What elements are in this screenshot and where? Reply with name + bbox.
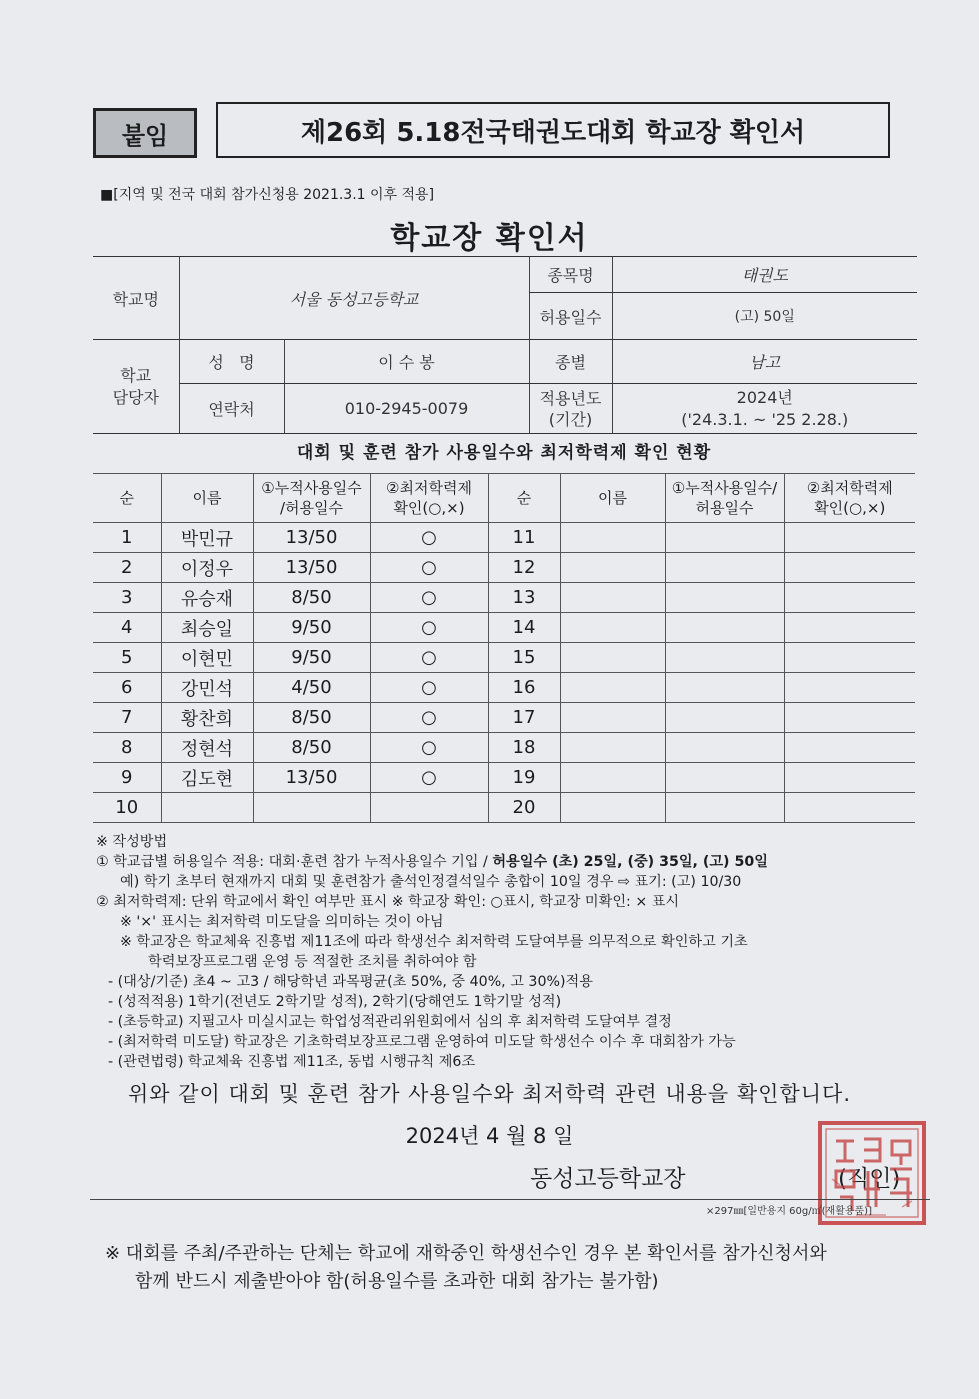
- row-check: ○: [370, 673, 488, 703]
- year-value: 2024년: [736, 387, 793, 407]
- row-name: 유승재: [161, 583, 253, 613]
- table-row: [93, 703, 915, 733]
- row-days-2: [665, 763, 784, 793]
- table-row: [93, 613, 915, 643]
- row-check: [370, 793, 488, 823]
- table-title: 대회 및 훈련 참가 사용일수와 최저학력제 확인 현황: [296, 443, 712, 463]
- row-days: 13/50: [253, 523, 370, 553]
- row-check-2: [784, 643, 915, 673]
- row-no: 7: [93, 703, 161, 733]
- row-no: 2: [93, 553, 161, 583]
- note-1b: 허용일수 (초) 25일, (중) 35일, (고) 50일: [492, 854, 768, 870]
- row-check: ○: [370, 523, 488, 553]
- header-name-2: 이름: [560, 474, 665, 523]
- row-check-2: [784, 703, 915, 733]
- table-row: [93, 643, 915, 673]
- row-name: 이정우: [161, 553, 253, 583]
- contact-value: 010-2945-0079: [284, 384, 529, 434]
- row-name: 이현민: [161, 643, 253, 673]
- row-name: 강민석: [161, 673, 253, 703]
- row-no: 9: [93, 763, 161, 793]
- row-days: 13/50: [253, 763, 370, 793]
- name-label: 성 명: [179, 340, 284, 384]
- footer-note: [105, 1240, 827, 1296]
- row-no-2: 13: [488, 583, 560, 613]
- row-check: ○: [370, 643, 488, 673]
- row-days-2: [665, 643, 784, 673]
- row-name-2: [560, 763, 665, 793]
- row-no: 10: [93, 793, 161, 823]
- category-value: 남고: [612, 340, 917, 384]
- row-days-2: [665, 703, 784, 733]
- row-check: ○: [370, 733, 488, 763]
- note-7: - (초등학교) 지필고사 미실시교는 학업성적관리위원회에서 심의 후 최저학력 도달여부 결정: [108, 1014, 672, 1030]
- period-value: ('24.3.1. ~ '25 2.28.): [681, 409, 849, 429]
- header-no: 순: [93, 474, 161, 523]
- row-no: 1: [93, 523, 161, 553]
- row-name: 정현석: [161, 733, 253, 763]
- row-no: 8: [93, 733, 161, 763]
- row-name: 박민규: [161, 523, 253, 553]
- table-row: [93, 763, 915, 793]
- row-days: 8/50: [253, 733, 370, 763]
- note-1c: 예) 학기 초부터 현재까지 대회 및 훈련참가 출석인정결석일수 총합이 10일 경우 ⇨ 표기: (고) 10/30: [120, 874, 742, 890]
- row-name: 김도현: [161, 763, 253, 793]
- row-check-2: [784, 793, 915, 823]
- footer-line-2: 함께 반드시 제출받아야 함(허용일수를 초과한 대회 참가는 불가함): [135, 1271, 659, 1292]
- note-4: ※ 학교장은 학교체육 진흥법 제11조에 따라 학생선수 최저학력 도달여부를 의무적으로 확인하고 기초: [120, 934, 748, 950]
- row-no: 6: [93, 673, 161, 703]
- note-6: - (성적적용) 1학기(전년도 2학기말 성적), 2학기(당해연도 1학기말 성적): [108, 994, 562, 1010]
- note-2: ② 최저학력제: 단위 학교에서 확인 여부만 표시 ※ 학교장 확인: ○표시, 학교장 미확인: × 표시: [96, 894, 680, 910]
- row-days: 8/50: [253, 703, 370, 733]
- row-check-2: [784, 613, 915, 643]
- row-days-2: [665, 553, 784, 583]
- note-3: ※ '×' 표시는 최저학력 미도달을 의미하는 것이 아님: [120, 914, 444, 930]
- header-no-2: 순: [488, 474, 560, 523]
- row-no: 5: [93, 643, 161, 673]
- note-1a: ① 학교급별 허용일수 적용: 대회·훈련 참가 누적사용일수 기입 /: [96, 854, 493, 870]
- table-row: [93, 553, 915, 583]
- seal-mark: (직인): [838, 1166, 901, 1192]
- header-check: ②최저학력제 확인(○,×): [370, 474, 488, 523]
- table-row: [93, 583, 915, 613]
- row-check-2: [784, 733, 915, 763]
- row-days-2: [665, 793, 784, 823]
- row-no-2: 20: [488, 793, 560, 823]
- notes-heading: ※ 작성방법: [96, 834, 168, 850]
- row-days: [253, 793, 370, 823]
- row-name-2: [560, 703, 665, 733]
- category-label: 종별: [529, 340, 612, 384]
- footer-line-1: ※ 대회를 주최/주관하는 단체는 학교에 재학중인 학생선수인 경우 본 확인서를 참가신청서와: [105, 1243, 827, 1264]
- info-table: [93, 256, 917, 434]
- confirmation-statement: 위와 같이 대회 및 훈련 참가 사용일수와 최저학력 관련 내용을 확인합니다.: [127, 1082, 851, 1106]
- row-days: 4/50: [253, 673, 370, 703]
- row-name-2: [560, 793, 665, 823]
- row-name: [161, 793, 253, 823]
- row-check-2: [784, 673, 915, 703]
- principal-name: 동성고등학교장: [530, 1166, 686, 1192]
- paper-spec: ×297㎜[일반용지 60g/㎡(재활용품)]: [706, 1206, 872, 1217]
- row-days-2: [665, 733, 784, 763]
- row-no: 4: [93, 613, 161, 643]
- document-header-title: 제26회 5.18전국태권도대회 학교장 확인서: [216, 102, 890, 158]
- table-row: [93, 733, 915, 763]
- row-check-2: [784, 763, 915, 793]
- row-name-2: [560, 613, 665, 643]
- row-check: ○: [370, 613, 488, 643]
- issue-date: 2024년 4 월 8 일: [405, 1124, 574, 1148]
- row-check-2: [784, 553, 915, 583]
- row-days: 9/50: [253, 643, 370, 673]
- row-no-2: 17: [488, 703, 560, 733]
- applicability-note: ■[지역 및 전국 대회 참가신청용 2021.3.1 이후 적용]: [100, 187, 435, 203]
- row-no-2: 12: [488, 553, 560, 583]
- row-days: 8/50: [253, 583, 370, 613]
- header-name: 이름: [161, 474, 253, 523]
- row-days-2: [665, 583, 784, 613]
- note-1: [96, 852, 926, 872]
- header-days-2: ①누적사용일수/ 허용일수: [665, 474, 784, 523]
- event-label: 종목명: [529, 257, 612, 293]
- row-days-2: [665, 523, 784, 553]
- divider: [90, 1199, 930, 1200]
- row-no-2: 15: [488, 643, 560, 673]
- table-row: [93, 523, 915, 553]
- row-check-2: [784, 523, 915, 553]
- row-check: ○: [370, 553, 488, 583]
- row-days: 9/50: [253, 613, 370, 643]
- manager-label: 학교 담당자: [93, 340, 179, 434]
- allowed-days-label: 허용일수: [529, 293, 612, 340]
- note-5: - (대상/기준) 초4 ~ 고3 / 해당학년 과목평균(초 50%, 중 40%, 고 30%)적용: [108, 974, 593, 990]
- row-name-2: [560, 643, 665, 673]
- note-4b: 학력보장프로그램 운영 등 적절한 조치를 취하여야 함: [148, 954, 477, 970]
- doc-title: 학교장 확인서: [390, 221, 589, 256]
- row-days-2: [665, 613, 784, 643]
- row-check-2: [784, 583, 915, 613]
- row-no-2: 11: [488, 523, 560, 553]
- roster-table: [93, 473, 915, 823]
- row-check: ○: [370, 583, 488, 613]
- note-9: - (관련법령) 학교체육 진흥법 제11조, 동법 시행규칙 제6조: [108, 1054, 476, 1070]
- school-value: 서울 동성고등학교: [179, 257, 529, 340]
- note-8: - (최저학력 미도달) 학교장은 기초학력보장프로그램 운영하여 미도달 학생선수 이수 후 대회참가 가능: [108, 1034, 736, 1050]
- header-check-2: ②최저학력제 확인(○,×): [784, 474, 915, 523]
- row-name-2: [560, 523, 665, 553]
- contact-label: 연락처: [179, 384, 284, 434]
- school-label: 학교명: [93, 257, 179, 340]
- row-no-2: 14: [488, 613, 560, 643]
- seal-text: [0, 0, 1, 1]
- year-label: 적용년도 (기간): [529, 384, 612, 434]
- event-value: 태권도: [612, 257, 917, 293]
- year-cell: [612, 384, 917, 434]
- row-days: 13/50: [253, 553, 370, 583]
- row-no-2: 18: [488, 733, 560, 763]
- row-name-2: [560, 553, 665, 583]
- row-name-2: [560, 733, 665, 763]
- row-name: 최승일: [161, 613, 253, 643]
- name-value: 이 수 봉: [284, 340, 529, 384]
- table-row: [93, 673, 915, 703]
- allowed-days-value: (고) 50일: [612, 293, 917, 340]
- header-days: ①누적사용일수 /허용일수: [253, 474, 370, 523]
- attachment-tag: 붙임: [93, 108, 197, 158]
- row-check: ○: [370, 703, 488, 733]
- row-no-2: 19: [488, 763, 560, 793]
- row-name-2: [560, 673, 665, 703]
- row-name: 황찬희: [161, 703, 253, 733]
- row-no: 3: [93, 583, 161, 613]
- row-name-2: [560, 583, 665, 613]
- row-check: ○: [370, 763, 488, 793]
- table-row: [93, 793, 915, 823]
- instructions: [96, 832, 926, 1072]
- row-days-2: [665, 673, 784, 703]
- row-no-2: 16: [488, 673, 560, 703]
